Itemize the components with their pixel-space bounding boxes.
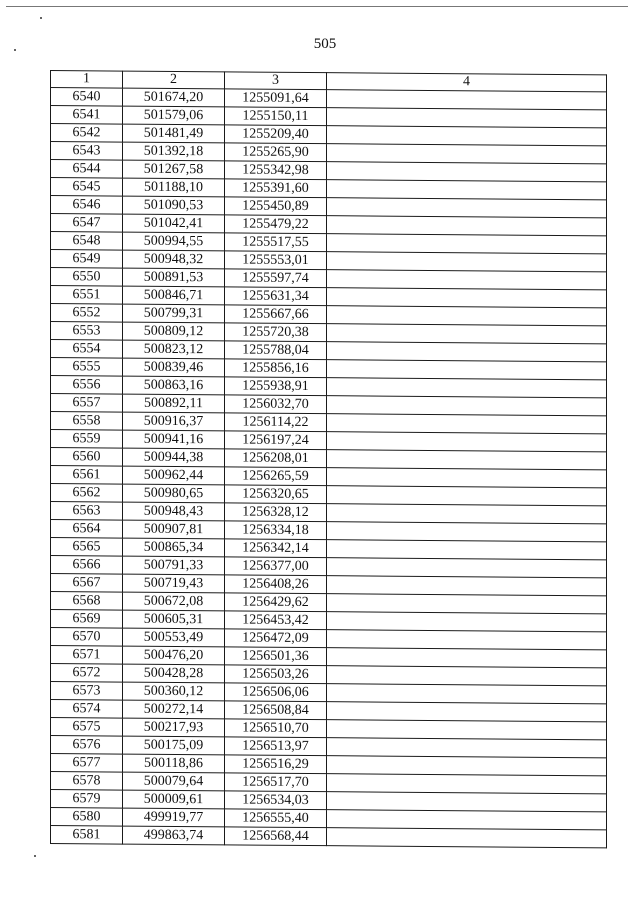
cell-x-coordinate: 500605,31	[123, 610, 225, 629]
cell-point-number: 6571	[51, 646, 123, 665]
cell-point-number: 6554	[51, 340, 123, 359]
cell-y-coordinate: 1255209,40	[225, 125, 327, 144]
cell-x-coordinate: 500944,38	[123, 448, 225, 467]
cell-note	[327, 360, 607, 380]
cell-x-coordinate: 500809,12	[123, 322, 225, 341]
cell-note	[327, 630, 607, 650]
cell-x-coordinate: 499919,77	[123, 808, 225, 827]
cell-x-coordinate: 500863,16	[123, 376, 225, 395]
cell-y-coordinate: 1256197,24	[225, 431, 327, 450]
cell-y-coordinate: 1256503,26	[225, 665, 327, 684]
cell-point-number: 6540	[51, 88, 123, 107]
cell-x-coordinate: 500839,46	[123, 358, 225, 377]
cell-note	[327, 702, 607, 722]
scan-top-edge	[6, 6, 628, 7]
cell-point-number: 6574	[51, 700, 123, 719]
cell-y-coordinate: 1256517,70	[225, 773, 327, 792]
cell-note	[327, 756, 607, 776]
header-col-1: 1	[51, 71, 123, 89]
cell-note	[327, 666, 607, 686]
cell-x-coordinate: 500994,55	[123, 232, 225, 251]
cell-y-coordinate: 1255631,34	[225, 287, 327, 306]
cell-x-coordinate: 500799,31	[123, 304, 225, 323]
cell-point-number: 6564	[51, 520, 123, 539]
cell-point-number: 6541	[51, 106, 123, 125]
cell-x-coordinate: 501042,41	[123, 214, 225, 233]
cell-x-coordinate: 500846,71	[123, 286, 225, 305]
cell-x-coordinate: 500941,16	[123, 430, 225, 449]
cell-y-coordinate: 1256516,29	[225, 755, 327, 774]
cell-y-coordinate: 1255091,64	[225, 89, 327, 108]
cell-point-number: 6546	[51, 196, 123, 215]
cell-point-number: 6559	[51, 430, 123, 449]
cell-y-coordinate: 1255479,22	[225, 215, 327, 234]
cell-y-coordinate: 1256510,70	[225, 719, 327, 738]
cell-point-number: 6553	[51, 322, 123, 341]
cell-x-coordinate: 500891,53	[123, 268, 225, 287]
cell-note	[327, 540, 607, 560]
cell-y-coordinate: 1255597,74	[225, 269, 327, 288]
cell-point-number: 6549	[51, 250, 123, 269]
cell-point-number: 6573	[51, 682, 123, 701]
cell-x-coordinate: 500916,37	[123, 412, 225, 431]
cell-note	[327, 738, 607, 758]
cell-x-coordinate: 501267,58	[123, 160, 225, 179]
cell-x-coordinate: 500428,28	[123, 664, 225, 683]
coordinates-table-wrapper	[50, 70, 606, 848]
cell-y-coordinate: 1256508,84	[225, 701, 327, 720]
cell-x-coordinate: 500907,81	[123, 520, 225, 539]
cell-y-coordinate: 1255720,38	[225, 323, 327, 342]
cell-point-number: 6570	[51, 628, 123, 647]
cell-y-coordinate: 1256472,09	[225, 629, 327, 648]
cell-point-number: 6547	[51, 214, 123, 233]
cell-note	[327, 522, 607, 542]
cell-x-coordinate: 500009,61	[123, 790, 225, 809]
cell-y-coordinate: 1256534,03	[225, 791, 327, 810]
cell-x-coordinate: 501481,49	[123, 124, 225, 143]
cell-x-coordinate: 500672,08	[123, 592, 225, 611]
cell-x-coordinate: 501188,10	[123, 178, 225, 197]
cell-y-coordinate: 1255342,98	[225, 161, 327, 180]
cell-x-coordinate: 500948,43	[123, 502, 225, 521]
cell-note	[327, 144, 607, 164]
cell-x-coordinate: 500892,11	[123, 394, 225, 413]
cell-note	[327, 450, 607, 470]
cell-point-number: 6577	[51, 754, 123, 773]
cell-y-coordinate: 1256568,44	[225, 827, 327, 846]
cell-point-number: 6550	[51, 268, 123, 287]
cell-note	[327, 792, 607, 812]
header-col-4: 4	[327, 73, 607, 92]
cell-point-number: 6578	[51, 772, 123, 791]
cell-note	[327, 810, 607, 830]
cell-note	[327, 324, 607, 344]
cell-note	[327, 684, 607, 704]
cell-y-coordinate: 1255150,11	[225, 107, 327, 126]
cell-point-number: 6560	[51, 448, 123, 467]
cell-note	[327, 594, 607, 614]
cell-point-number: 6556	[51, 376, 123, 395]
cell-note	[327, 270, 607, 290]
cell-point-number: 6542	[51, 124, 123, 143]
cell-x-coordinate: 500948,32	[123, 250, 225, 269]
cell-point-number: 6544	[51, 160, 123, 179]
cell-point-number: 6566	[51, 556, 123, 575]
cell-y-coordinate: 1255450,89	[225, 197, 327, 216]
cell-y-coordinate: 1255667,66	[225, 305, 327, 324]
cell-point-number: 6575	[51, 718, 123, 737]
cell-note	[327, 774, 607, 794]
cell-note	[327, 558, 607, 578]
cell-y-coordinate: 1256453,42	[225, 611, 327, 630]
cell-note	[327, 486, 607, 506]
cell-x-coordinate: 500272,14	[123, 700, 225, 719]
cell-note	[327, 576, 607, 596]
cell-x-coordinate: 500962,44	[123, 466, 225, 485]
cell-x-coordinate: 500118,86	[123, 754, 225, 773]
header-col-3: 3	[225, 72, 327, 90]
cell-y-coordinate: 1256328,12	[225, 503, 327, 522]
cell-y-coordinate: 1256555,40	[225, 809, 327, 828]
scan-speck	[34, 855, 36, 857]
cell-note	[327, 342, 607, 362]
cell-note	[327, 828, 607, 848]
cell-note	[327, 306, 607, 326]
table-body	[51, 88, 607, 848]
page-number: 505	[313, 36, 337, 52]
cell-point-number: 6545	[51, 178, 123, 197]
cell-note	[327, 162, 607, 182]
cell-y-coordinate: 1256208,01	[225, 449, 327, 468]
cell-x-coordinate: 500823,12	[123, 340, 225, 359]
cell-note	[327, 396, 607, 416]
cell-note	[327, 414, 607, 434]
cell-note	[327, 216, 607, 236]
cell-note	[327, 126, 607, 146]
cell-y-coordinate: 1256513,97	[225, 737, 327, 756]
cell-y-coordinate: 1255391,60	[225, 179, 327, 198]
cell-x-coordinate: 500980,65	[123, 484, 225, 503]
cell-x-coordinate: 500719,43	[123, 574, 225, 593]
cell-y-coordinate: 1256506,06	[225, 683, 327, 702]
cell-point-number: 6568	[51, 592, 123, 611]
cell-point-number: 6563	[51, 502, 123, 521]
cell-y-coordinate: 1256032,70	[225, 395, 327, 414]
cell-x-coordinate: 501392,18	[123, 142, 225, 161]
cell-y-coordinate: 1255265,90	[225, 143, 327, 162]
cell-y-coordinate: 1255517,55	[225, 233, 327, 252]
cell-y-coordinate: 1256501,36	[225, 647, 327, 666]
cell-note	[327, 180, 607, 200]
cell-note	[327, 720, 607, 740]
coordinates-table	[50, 70, 607, 848]
cell-y-coordinate: 1256377,00	[225, 557, 327, 576]
cell-note	[327, 108, 607, 128]
cell-x-coordinate: 500865,34	[123, 538, 225, 557]
cell-note	[327, 288, 607, 308]
cell-x-coordinate: 500217,93	[123, 718, 225, 737]
cell-point-number: 6562	[51, 484, 123, 503]
scan-speck	[40, 17, 42, 19]
cell-note	[327, 378, 607, 398]
cell-note	[327, 198, 607, 218]
cell-point-number: 6569	[51, 610, 123, 629]
cell-note	[327, 252, 607, 272]
cell-point-number: 6552	[51, 304, 123, 323]
cell-point-number: 6557	[51, 394, 123, 413]
cell-note	[327, 504, 607, 524]
cell-point-number: 6555	[51, 358, 123, 377]
cell-note	[327, 612, 607, 632]
header-col-2: 2	[123, 71, 225, 89]
cell-x-coordinate: 501674,20	[123, 88, 225, 107]
cell-point-number: 6579	[51, 790, 123, 809]
cell-y-coordinate: 1256265,59	[225, 467, 327, 486]
table-row	[51, 826, 607, 848]
cell-note	[327, 648, 607, 668]
cell-x-coordinate: 500553,49	[123, 628, 225, 647]
cell-point-number: 6576	[51, 736, 123, 755]
cell-y-coordinate: 1256429,62	[225, 593, 327, 612]
cell-y-coordinate: 1255553,01	[225, 251, 327, 270]
cell-note	[327, 468, 607, 488]
cell-note	[327, 90, 607, 110]
cell-note	[327, 432, 607, 452]
cell-point-number: 6572	[51, 664, 123, 683]
cell-x-coordinate: 501090,53	[123, 196, 225, 215]
cell-point-number: 6543	[51, 142, 123, 161]
cell-point-number: 6558	[51, 412, 123, 431]
cell-y-coordinate: 1255788,04	[225, 341, 327, 360]
cell-x-coordinate: 500476,20	[123, 646, 225, 665]
cell-point-number: 6581	[51, 826, 123, 845]
cell-y-coordinate: 1255938,91	[225, 377, 327, 396]
cell-y-coordinate: 1256114,22	[225, 413, 327, 432]
cell-point-number: 6580	[51, 808, 123, 827]
cell-x-coordinate: 499863,74	[123, 826, 225, 845]
cell-y-coordinate: 1255856,16	[225, 359, 327, 378]
cell-x-coordinate: 500791,33	[123, 556, 225, 575]
cell-y-coordinate: 1256408,26	[225, 575, 327, 594]
cell-x-coordinate: 500079,64	[123, 772, 225, 791]
cell-point-number: 6561	[51, 466, 123, 485]
cell-y-coordinate: 1256334,18	[225, 521, 327, 540]
cell-y-coordinate: 1256320,65	[225, 485, 327, 504]
cell-x-coordinate: 500175,09	[123, 736, 225, 755]
cell-point-number: 6551	[51, 286, 123, 305]
cell-y-coordinate: 1256342,14	[225, 539, 327, 558]
cell-x-coordinate: 501579,06	[123, 106, 225, 125]
cell-point-number: 6548	[51, 232, 123, 251]
cell-point-number: 6565	[51, 538, 123, 557]
cell-x-coordinate: 500360,12	[123, 682, 225, 701]
cell-point-number: 6567	[51, 574, 123, 593]
cell-note	[327, 234, 607, 254]
